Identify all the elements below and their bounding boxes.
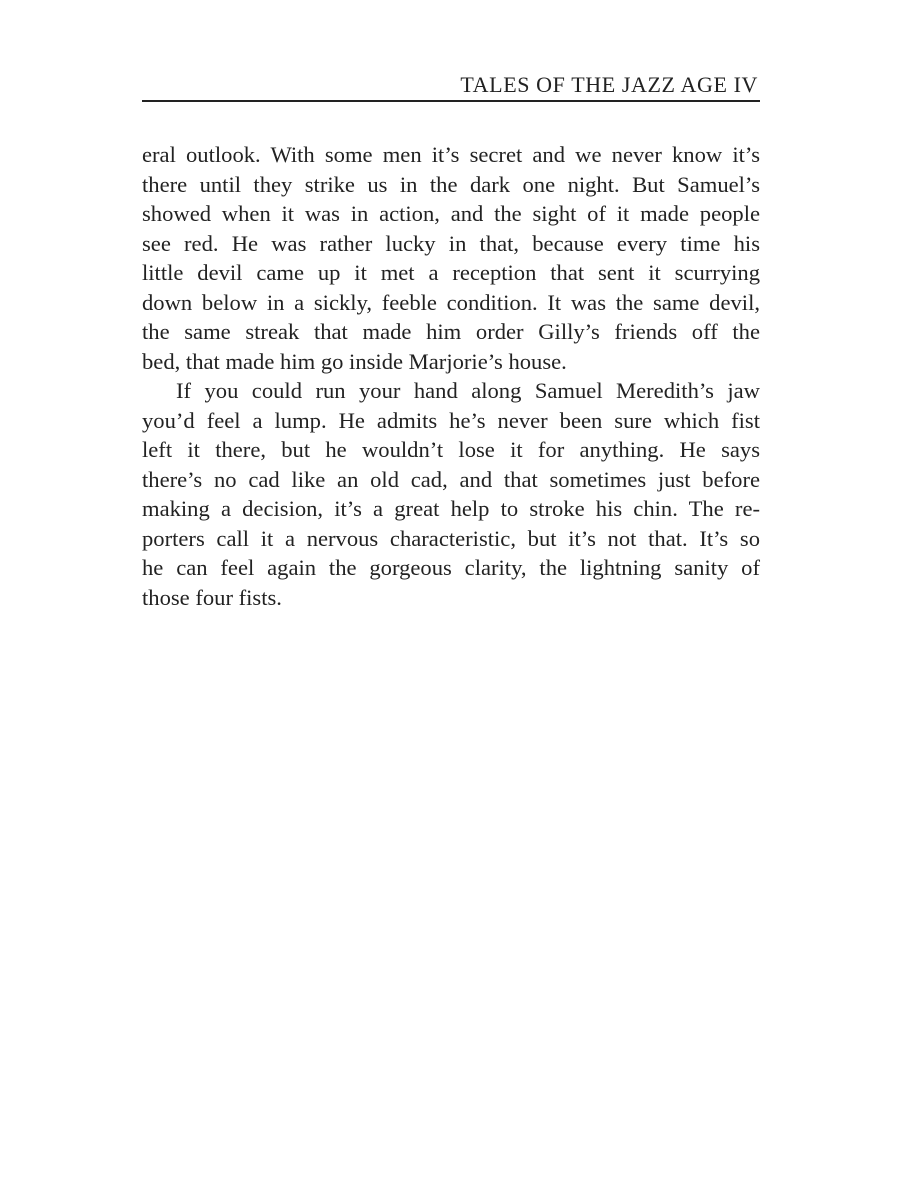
text-line: see red. He was rather lucky in that, because every time his (142, 230, 760, 256)
text-line: left it there, but he wouldn’t lose it for anything. He says (142, 437, 760, 462)
text-line: little devil came up it met a reception that sent it scurrying (142, 260, 760, 285)
text-line: If you could run your hand along Samuel Meredith’s jaw (176, 378, 760, 403)
text-line: eral outlook. With some men it’s secret and we never know it’s (142, 142, 760, 167)
text-line: bed, that made him go inside Marjorie’s house. (142, 348, 567, 374)
text-line: making a decision, it’s a great help to stroke his chin. The re- (142, 496, 760, 521)
body-text (142, 140, 760, 612)
text-line: you’d feel a lump. He admits he’s never been sure which fist (142, 407, 760, 433)
running-head-title: TALES OF THE JAZZ AGE IV (460, 72, 758, 97)
text-line: the same streak that made him order Gilly’s friends off the (142, 319, 760, 344)
paragraph (142, 376, 760, 612)
paragraph (142, 140, 760, 376)
text-line: porters call it a nervous characteristic, but it’s not that. It’s so (142, 525, 760, 551)
text-line: showed when it was in action, and the sight of it made people (142, 201, 760, 226)
text-line: those four fists. (142, 584, 282, 610)
text-line: down below in a sickly, feeble condition. It was the same devil, (142, 289, 760, 315)
text-line: there’s no cad like an old cad, and that sometimes just before (142, 466, 760, 492)
text-line: he can feel again the gorgeous clarity, the lightning sanity of (142, 555, 760, 580)
text-line: there until they strike us in the dark one night. But Samuel’s (142, 171, 760, 197)
running-head (142, 70, 760, 102)
